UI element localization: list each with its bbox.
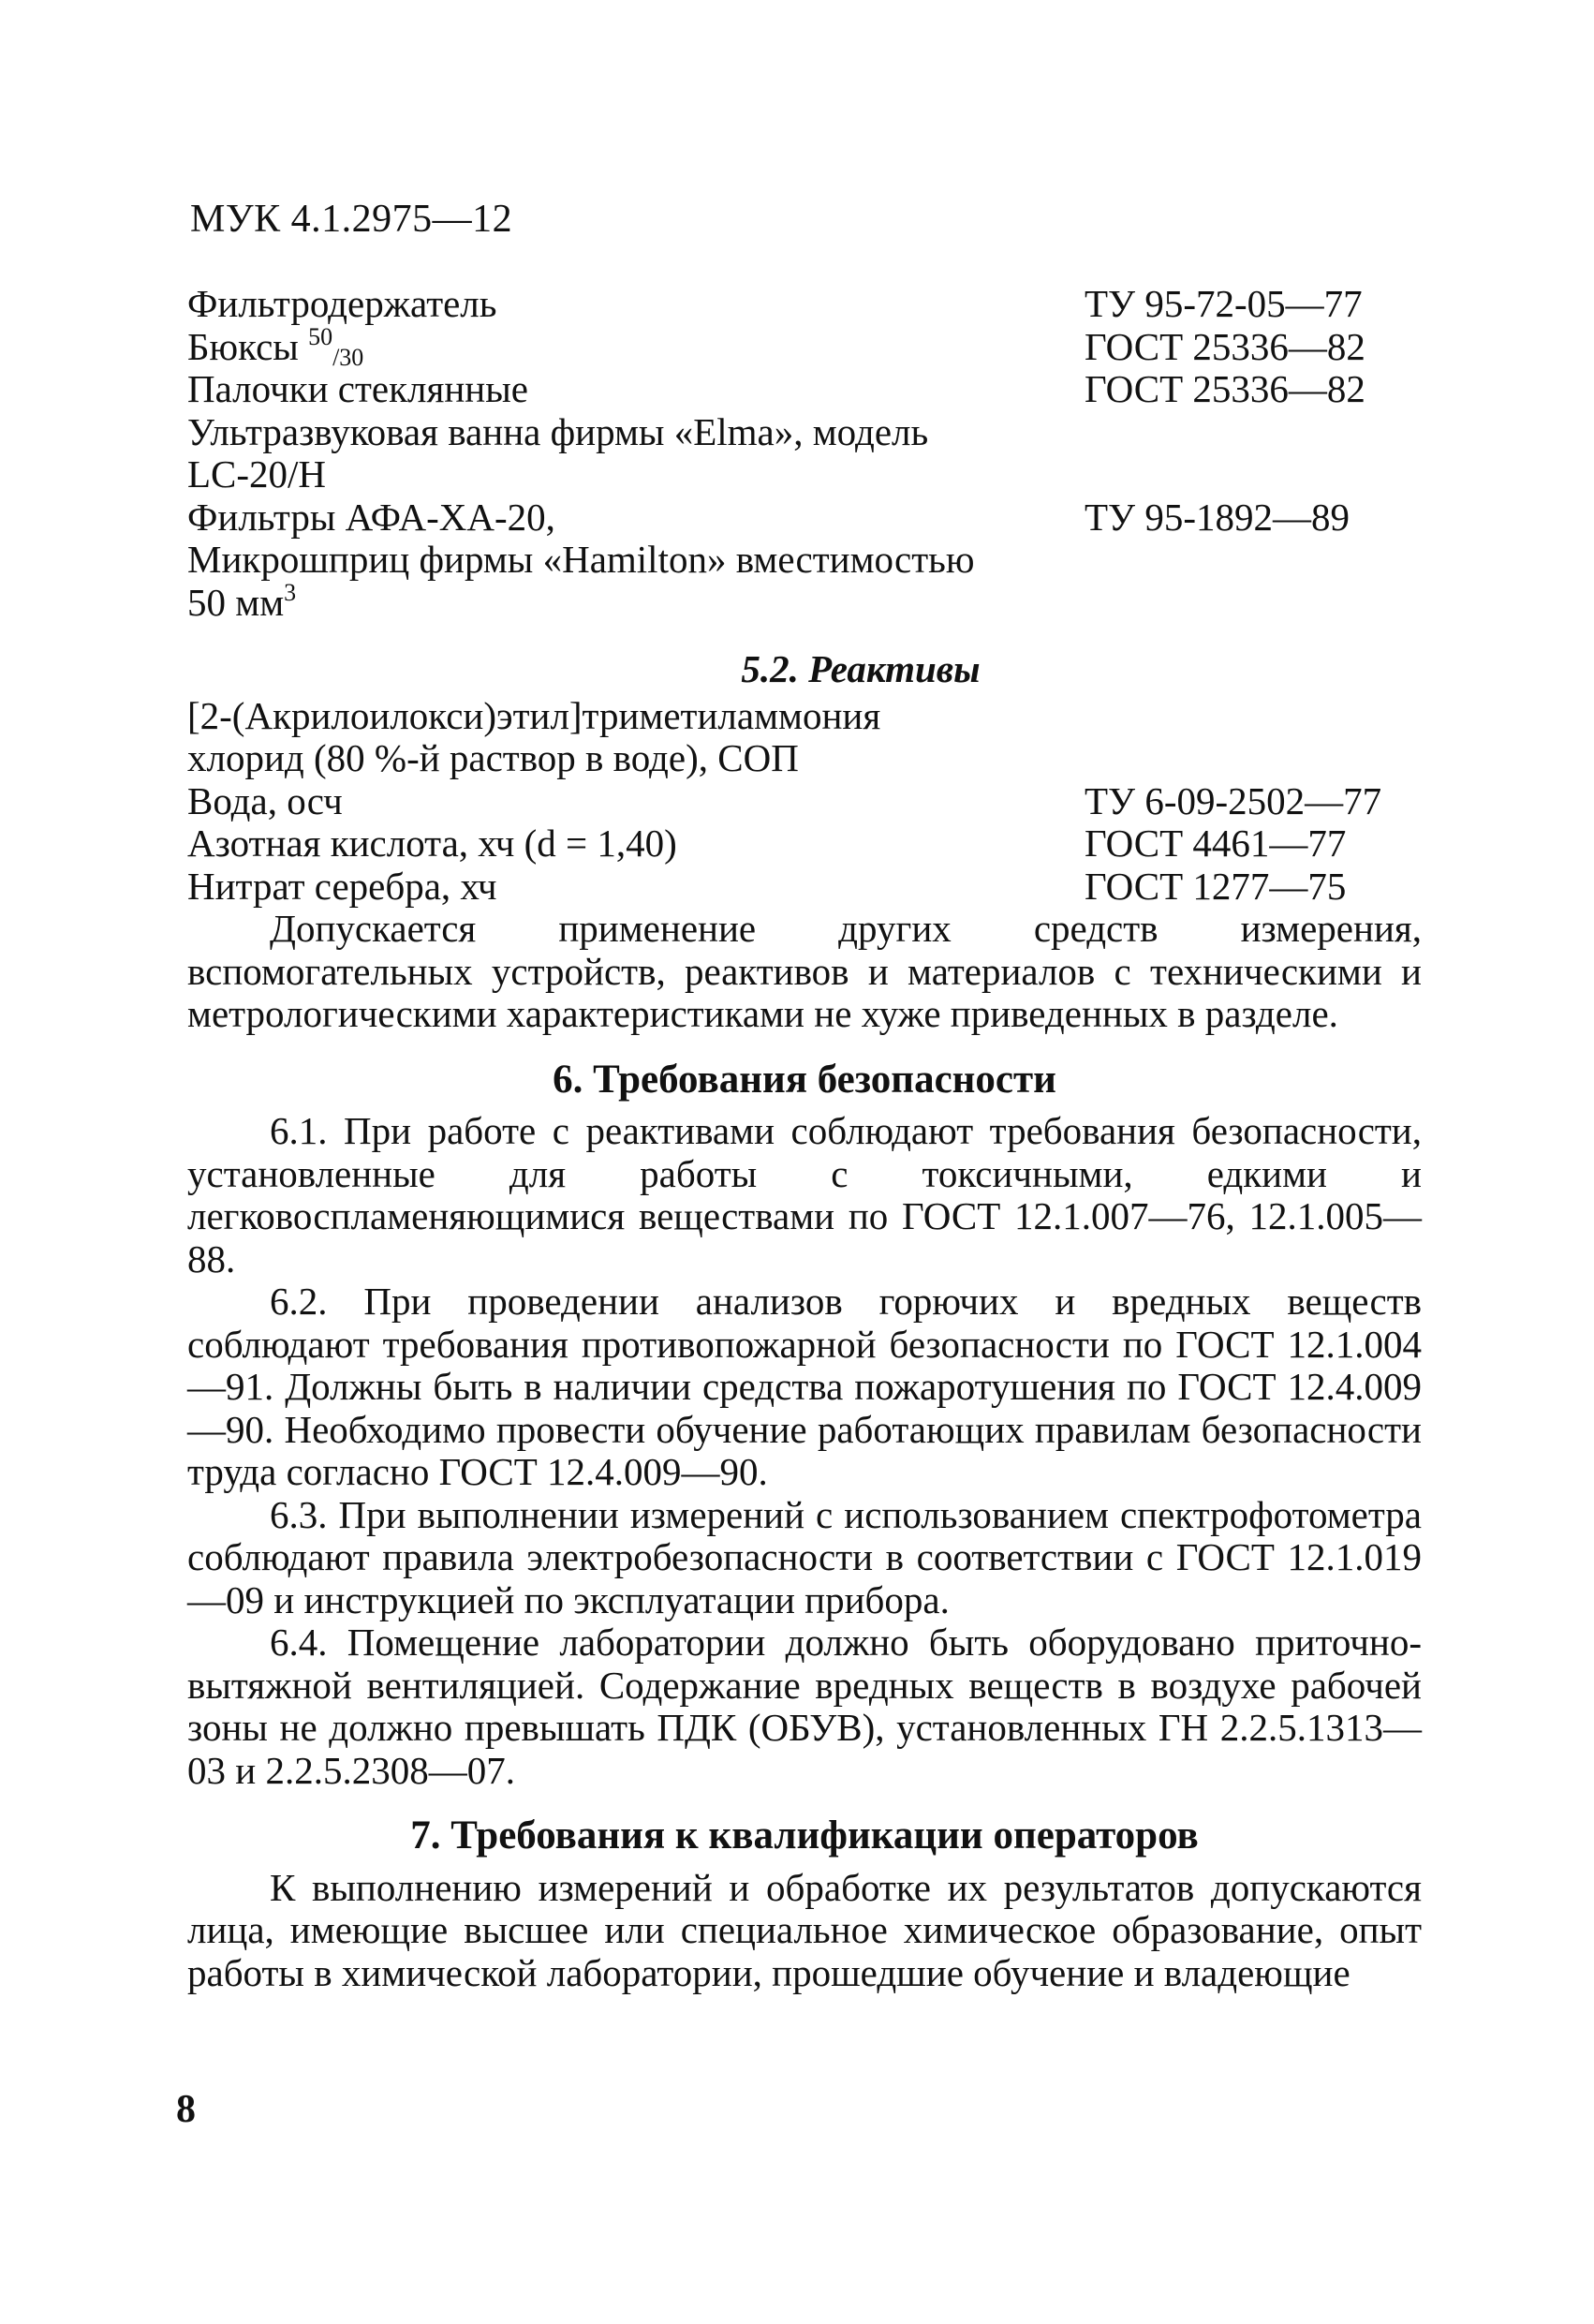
reagent-row	[187, 822, 1422, 866]
paragraph-6-3: 6.3. При выполнении измерений с использованием спектрофотометра соблюдают правила электробезопасности в соответствии с ГОСТ 12.1.019—09 и инструкцией по эксплуатации прибора.	[187, 1492, 1422, 1621]
equipment-name-text: Бюксы	[187, 324, 309, 368]
equipment-row	[187, 322, 1422, 371]
paragraph-6-4: 6.4. Помещение лаборатории должно быть оборудовано приточно-вытяжной вентиляцией. Содержание вредных веществ в воздухе рабочей зоны не должно превышать ПДК (ОБУВ), установленных ГН 2.2.5.1313—03 и 2.2.5.2308—07.	[187, 1621, 1422, 1792]
fraction-denominator: /30	[332, 343, 364, 371]
section-6-title: 6. Требования безопасности	[553, 1057, 1056, 1102]
equipment-standard: ГОСТ 25336—82	[1085, 324, 1365, 368]
superscript: 3	[284, 578, 297, 606]
reagent-row	[187, 866, 1422, 909]
paragraph-6-2: 6.2. При проведении анализов горючих и вредных веществ соблюдают требования противопожарной безопасности по ГОСТ 12.1.004—91. Должны быть в наличии средства пожаротушения по ГОСТ 12.4.009—90. Необходимо провести обучение работающих правилам безопасности труда согласно ГОСТ 12.4.009—90.	[187, 1280, 1422, 1493]
equipment-name-text: 50 мм	[187, 580, 285, 624]
equipment-name: Фильтры АФА-ХА-20,	[187, 495, 555, 539]
equipment-name: LC-20/H	[187, 452, 327, 496]
equipment-name: Палочки стеклянные	[187, 367, 528, 410]
equipment-name: Ультразвуковая ванна фирмы «Elma», модель	[187, 409, 929, 453]
fraction-numerator: 50	[308, 322, 333, 350]
reagent-name: Вода, осч	[187, 778, 343, 822]
reagent-line: хлорид (80 %-й раствор в воде), СОП	[187, 736, 799, 779]
equipment-name	[187, 578, 993, 625]
equipment-row	[187, 453, 1422, 496]
section-7-title: 7. Требования к квалификации операторов	[410, 1813, 1199, 1858]
equipment-standard: ГОСТ 25336—82	[1085, 367, 1365, 410]
equipment-row	[187, 368, 1422, 411]
equipment-row	[187, 578, 1422, 625]
reagent-standard: ГОСТ 4461—77	[1085, 822, 1347, 865]
equipment-row	[187, 411, 1422, 454]
reagent-line: [2-(Акрилоилокси)этил]триметиламмония	[187, 693, 881, 737]
section-5-2-title: 5.2. Реактивы	[741, 647, 981, 690]
page-content	[187, 283, 1422, 1994]
reagent-note-paragraph: Допускается применение других средств измерения, вспомогательных устройств, реактивов и материалов с техническими и метрологическими характеристиками не хуже приведенных в разделе.	[187, 907, 1422, 1035]
equipment-name	[187, 322, 993, 371]
equipment-standard: ТУ 95-1892—89	[1085, 495, 1350, 539]
paragraph-7: К выполнению измерений и обработке их результатов допускаются лица, имеющие высшее или специальное химическое образование, опыт работы в химической лаборатории, прошедшие обучение и владеющие	[187, 1865, 1422, 1994]
paragraph-6-1: 6.1. При работе с реактивами соблюдают требования безопасности, установленные для работы с токсичными, едкими и легковоспламеняющимися веществами по ГОСТ 12.1.007—76, 12.1.005—88.	[187, 1109, 1422, 1280]
document-header: МУК 4.1.2975—12	[190, 198, 513, 241]
equipment-name: Микрошприц фирмы «Hamilton» вместимостью	[187, 538, 975, 581]
equipment-name: Фильтродержатель	[187, 282, 497, 325]
reagent-standard: ТУ 6-09-2502—77	[1085, 778, 1382, 822]
equipment-row	[187, 283, 1422, 326]
reagent-name: Нитрат серебра, хч	[187, 864, 497, 908]
reagent-standard: ГОСТ 1277—75	[1085, 864, 1347, 908]
equipment-row	[187, 496, 1422, 540]
equipment-standard: ТУ 95-72-05—77	[1085, 282, 1363, 325]
page-number: 8	[176, 2088, 196, 2131]
reagent-row	[187, 780, 1422, 823]
reagent-name: Азотная кислота, хч (d = 1,40)	[187, 822, 677, 865]
equipment-row	[187, 539, 1422, 582]
